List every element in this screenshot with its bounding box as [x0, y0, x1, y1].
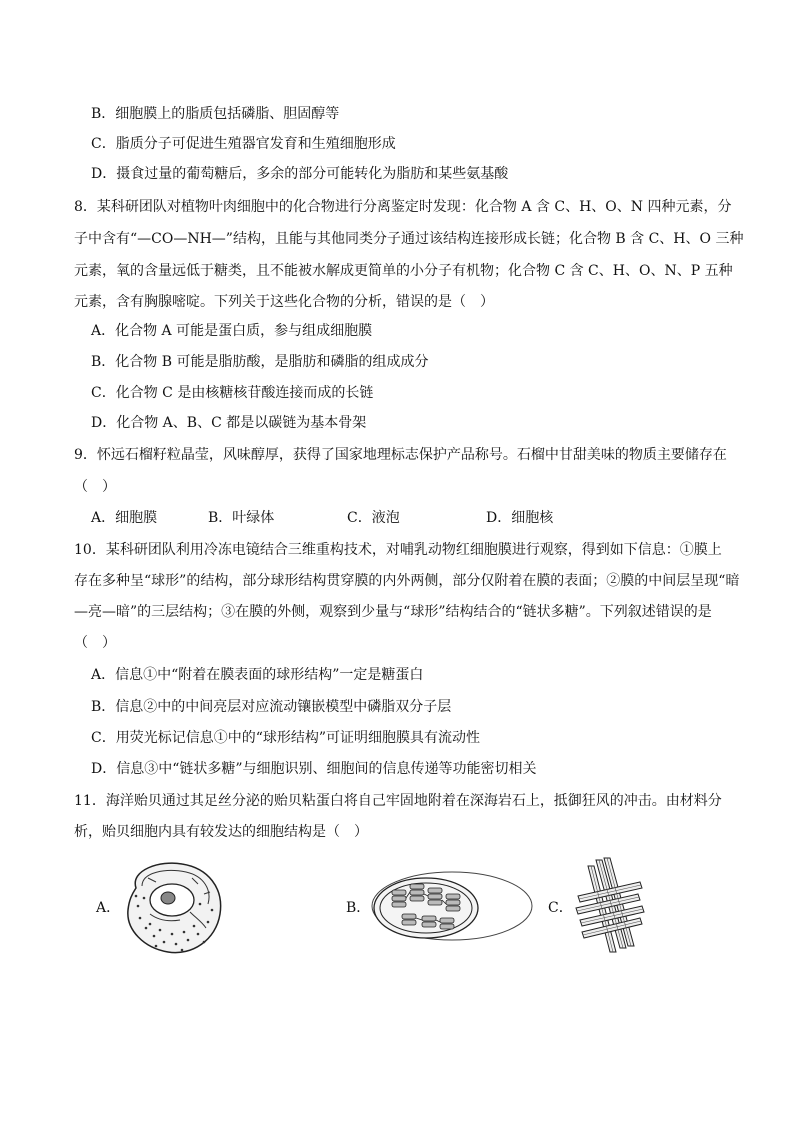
- q9-option-d: D．细胞核: [486, 510, 554, 526]
- q10-option-c: C．用荧光标记信息①中的“球形结构”可证明细胞膜具有流动性: [91, 730, 481, 746]
- q7-option-b: B．细胞膜上的脂质包括磷脂、胆固醇等: [91, 106, 340, 122]
- q8-option-a: A．化合物 A 可能是蛋白质，参与组成细胞膜: [91, 323, 373, 339]
- q11-stem-line-1: 11．海洋贻贝通过其足丝分泌的贻贝粘蛋白将自己牢固地附着在深海岩石上，抵御狂风的冲击。由材料分: [74, 793, 722, 809]
- q7-option-c: C．脂质分子可促进生殖器官发育和生殖细胞形成: [91, 136, 396, 152]
- cell-nucleus-icon: [120, 858, 230, 958]
- q11-figure-a-label: A．: [96, 900, 121, 916]
- cytoskeleton-fibers-icon: [574, 856, 646, 956]
- q10-stem-line-3: —亮—暗”的三层结构；③在膜的外侧，观察到少量与“球形”结构结合的“链状多糖”。下列叙述错误的是: [74, 604, 712, 620]
- q9-option-b: B．叶绿体: [208, 510, 275, 526]
- q11-figure-c-label: C．: [548, 900, 573, 916]
- q11-stem-line-2: 析，贻贝细胞内具有较发达的细胞结构是（ ）: [74, 824, 368, 840]
- q11-figure-b-label: B．: [346, 900, 371, 916]
- q8-stem-line-2: 子中含有“—CO—NH—”结构，且能与其他同类分子通过该结构连接形成长链；化合物 B 含 C、H、O 三种: [74, 231, 744, 247]
- q10-option-d: D．信息③中“链状多糖”与细胞识别、细胞间的信息传递等功能密切相关: [91, 761, 537, 777]
- q10-option-a: A．信息①中“附着在膜表面的球形结构”一定是糖蛋白: [91, 667, 424, 683]
- q7-option-d: D．摄食过量的葡萄糖后，多余的部分可能转化为脂肪和某些氨基酸: [91, 166, 509, 182]
- q8-stem-line-1: 8．某科研团队对植物叶肉细胞中的化合物进行分离鉴定时发现：化合物 A 含 C、H、O、N 四种元素，分: [74, 199, 732, 215]
- q9-option-a: A．细胞膜: [91, 510, 158, 526]
- q9-stem-line-1: 9．怀远石榴籽粒晶莹，风味醇厚，获得了国家地理标志保护产品称号。石榴中甘甜美味的物质主要储存在: [74, 447, 727, 463]
- q10-stem-line-4: （ ）: [74, 635, 116, 651]
- q8-option-c: C．化合物 C 是由核糖核苷酸连接而成的长链: [91, 385, 374, 401]
- mitochondrion-icon: [366, 868, 534, 946]
- q9-stem-line-2: （ ）: [74, 479, 116, 495]
- q8-option-b: B．化合物 B 可能是脂肪酸，是脂肪和磷脂的组成成分: [91, 354, 429, 370]
- q10-stem-line-1: 10．某科研团队利用冷冻电镜结合三维重构技术，对哺乳动物红细胞膜进行观察，得到如下信息：①膜上: [74, 542, 722, 558]
- q9-options-row: [91, 508, 591, 528]
- q8-stem-line-3: 元素，氧的含量远低于糖类，且不能被水解成更简单的小分子有机物；化合物 C 含 C、H、O、N、P 五种: [74, 263, 733, 279]
- q8-option-d: D．化合物 A、B、C 都是以碳链为基本骨架: [91, 415, 367, 431]
- q8-stem-line-4: 元素，含有胸腺嘧啶。下列关于这些化合物的分析，错误的是（ ）: [74, 294, 494, 310]
- q10-option-b: B．信息②中的中间亮层对应流动镶嵌模型中磷脂双分子层: [91, 699, 452, 715]
- q9-option-c: C．液泡: [347, 510, 400, 526]
- q10-stem-line-2: 存在多种呈“球形”的结构，部分球形结构贯穿膜的内外两侧，部分仅附着在膜的表面；②膜的中间层呈现“暗: [74, 573, 740, 589]
